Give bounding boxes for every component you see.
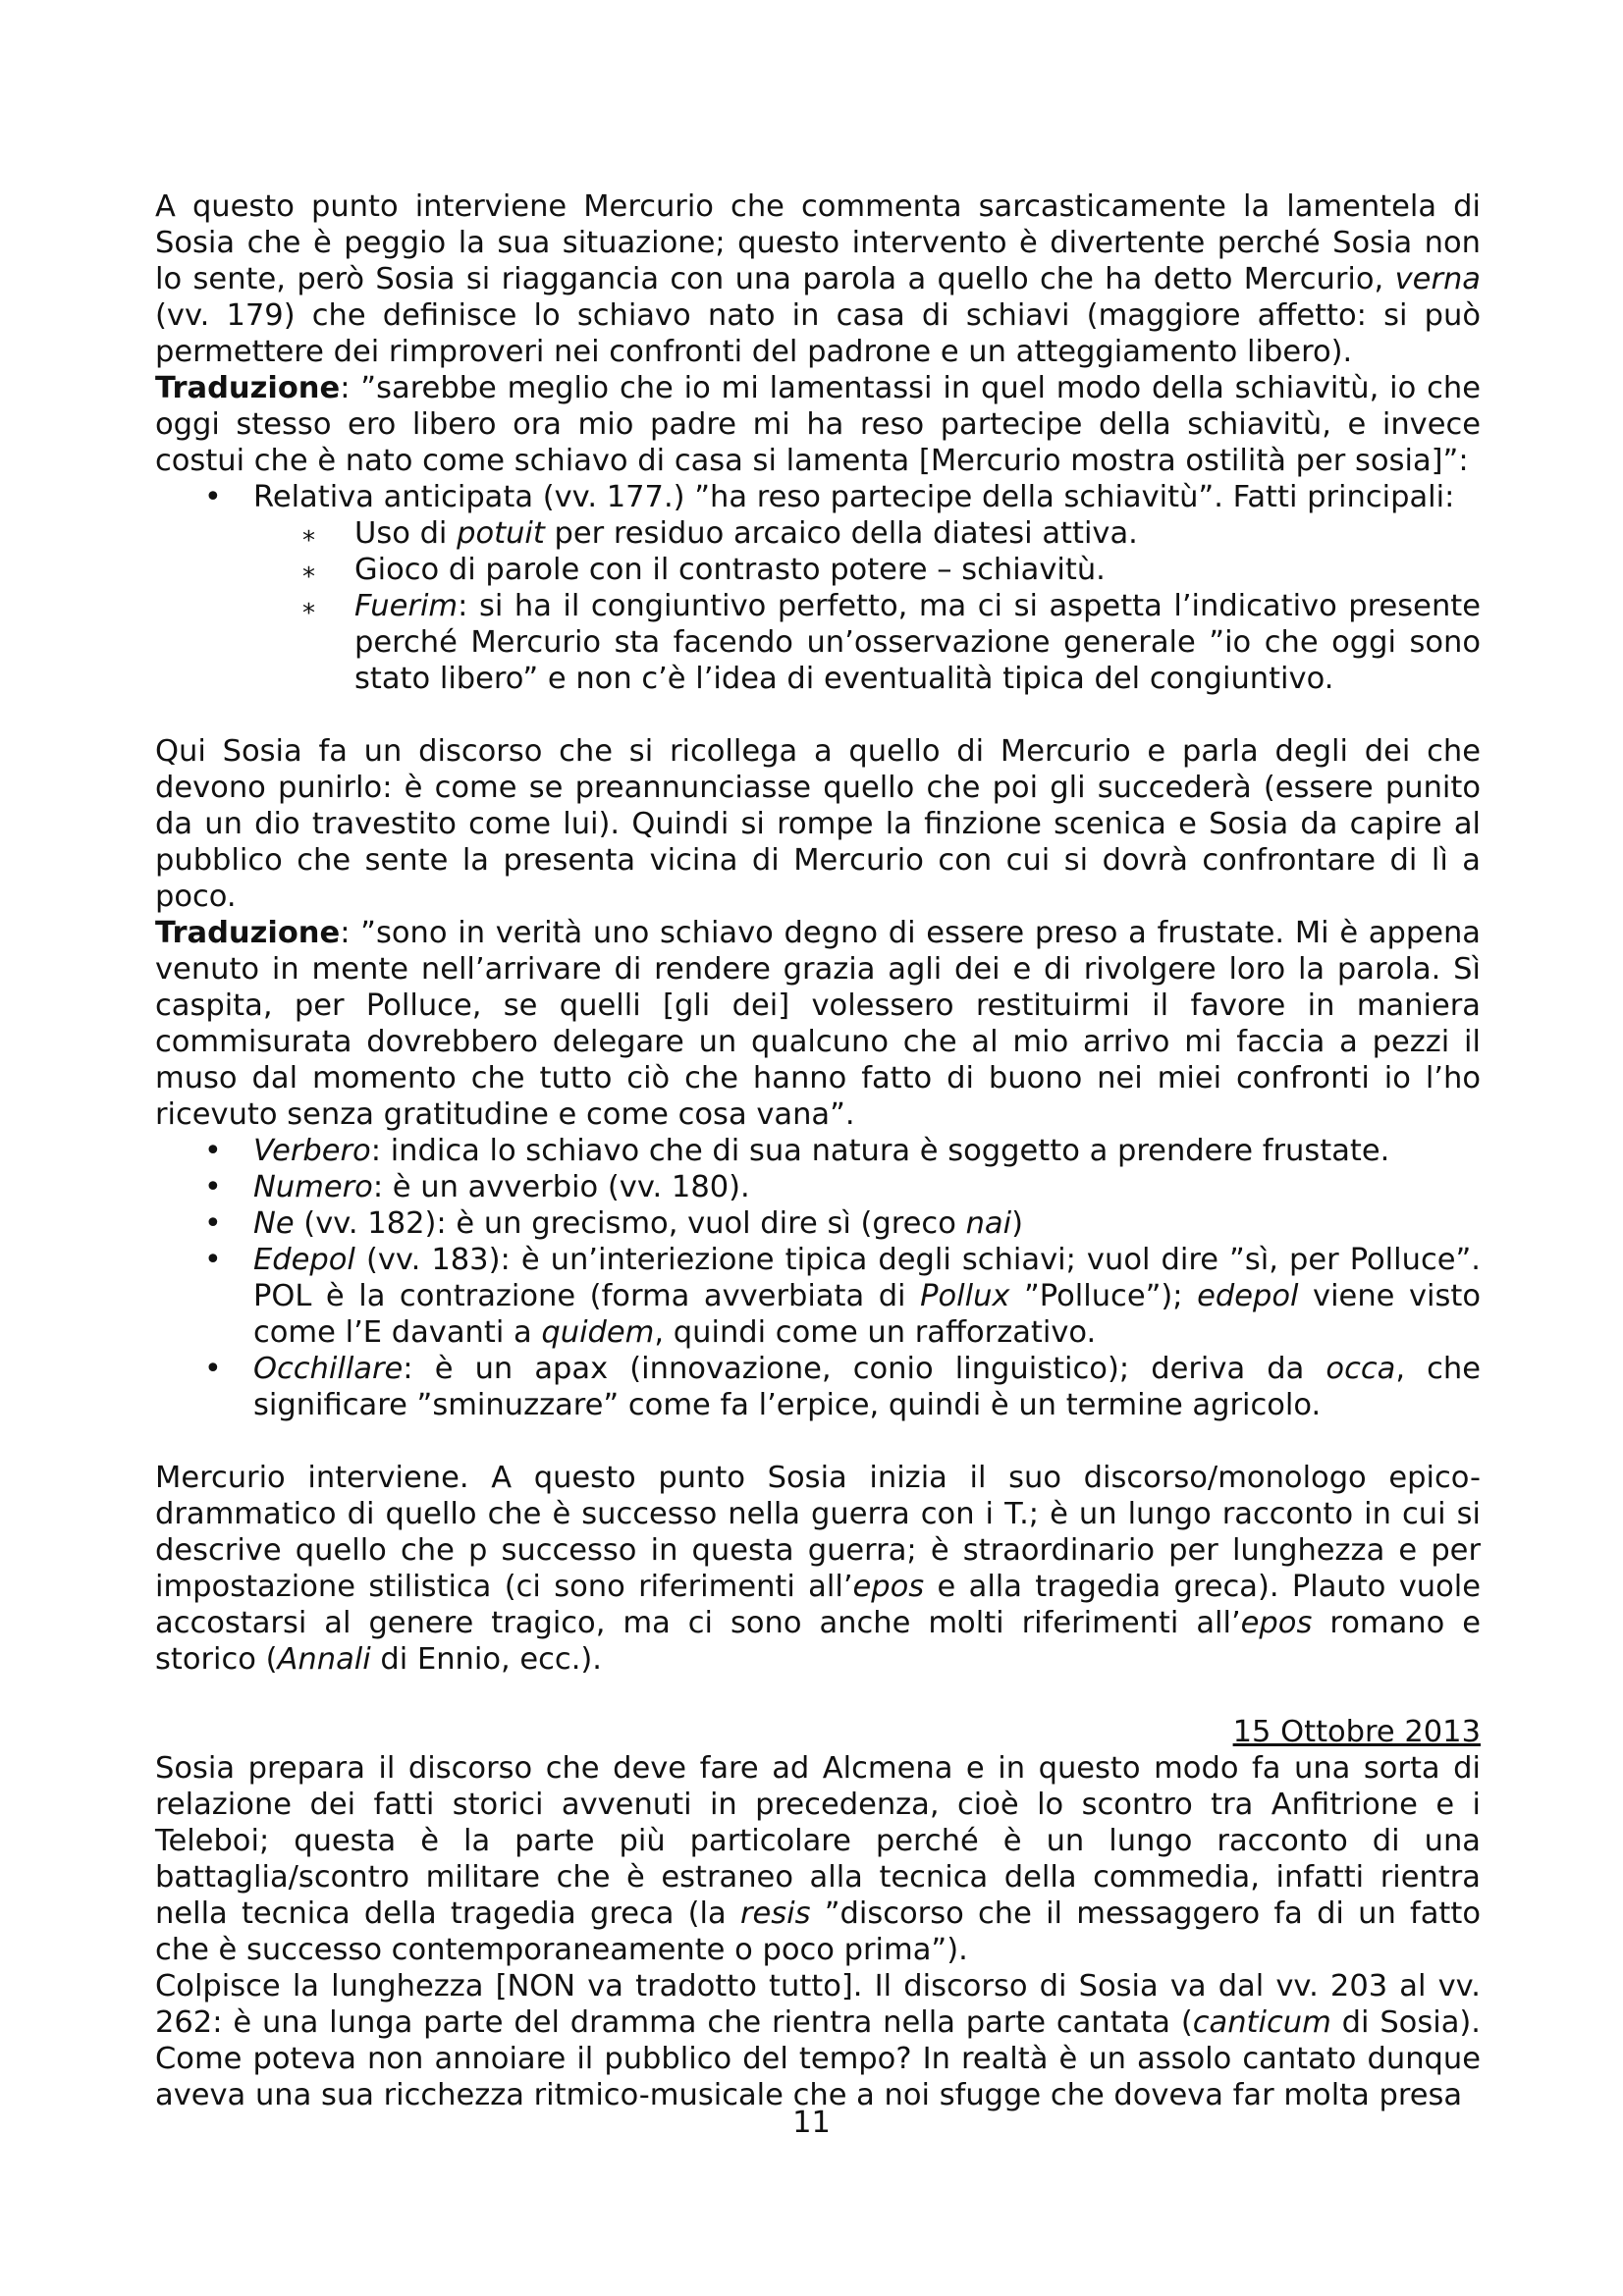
bullet-list-1	[155, 479, 1481, 697]
list-item	[155, 1205, 1481, 1242]
italic-term: canticum	[1192, 2005, 1331, 2040]
text-run: (vv. 182): è un grecismo, vuol dire sì (greco	[294, 1206, 966, 1241]
italic-term: Numero	[253, 1170, 373, 1204]
page-number: 11	[792, 2106, 831, 2140]
text-run: ”Polluce”);	[1009, 1279, 1198, 1313]
text-run: Mercurio interviene. A questo punto Sosia inizia il suo discorso/monologo epico-drammatico di quello che è successo nella guerra con i T.; è un lungo racconto in cui si descrive quello che p successo in questa guerra; è straordinario per lunghezza e per impostazione stilistica (ci sono riferimenti all’	[155, 1461, 1481, 1604]
italic-term: epos	[852, 1570, 925, 1604]
paragraph-2: Qui Sosia fa un discorso che si ricollega a quello di Mercurio e parla degli dei che devono punirlo: è come se preannunciasse quello che poi gli succederà (essere punito da un dio travestito come lui). Quindi si rompe la finzione scenica e Sosia da capire al pubblico che sente la presenta vicina di Mercurio con cui si dovrà confrontare di lì a poco.	[155, 734, 1481, 914]
paragraph-intro	[155, 188, 1481, 370]
spacer	[155, 697, 1481, 733]
sub-list	[253, 515, 1481, 697]
translation-text: : ”sarebbe meglio che io mi lamentassi in quel modo della schiavitù, io che oggi stesso ero libero ora mio padre mi ha reso partecipe della schiavitù, e invece costui che è nato come schiavo di casa si lamenta [Mercurio mostra ostilità per sosia]”:	[155, 371, 1481, 478]
text-run: , che significare ”sminuzzare” come fa l’erpice, quindi è un termine agricolo.	[253, 1352, 1481, 1422]
text-run: (vv. 179) che definisce lo schiavo nato in casa di schiavi (maggiore affetto: si può permettere dei rimproveri nei confronti del padrone e un atteggiamento libero).	[155, 298, 1481, 369]
translation-2	[155, 915, 1481, 1133]
italic-term: verna	[1394, 262, 1481, 296]
italic-term: Ne	[253, 1206, 295, 1241]
text-run: (vv. 183): è un’interiezione tipica degli schiavi; vuol dire ”sì, per Polluce”. POL è la contrazione (forma avverbiata di	[253, 1243, 1481, 1313]
text-run: : indica lo schiavo che di sua natura è soggetto a prendere frustate.	[370, 1134, 1390, 1168]
paragraph-4	[155, 1750, 1481, 1968]
italic-term: Annali	[277, 1642, 371, 1677]
text-run: A questo punto interviene Mercurio che commenta sarcasticamente la lamentela di Sosia che è peggio la sua situazione; questo intervento è divertente perché Sosia non lo sente, però Sosia si riaggancia con una parola a quello che ha detto Mercurio,	[155, 189, 1481, 296]
date-heading: 15 Ottobre 2013	[1232, 1715, 1481, 1749]
italic-term: Occhillare	[253, 1352, 404, 1386]
italic-term: Verbero	[253, 1134, 371, 1168]
text-run: e alla tragedia greca). Plauto vuole accostarsi al genere tragico, ma ci sono anche molti riferimenti all’	[155, 1570, 1481, 1640]
text-run: per residuo arcaico della diatesi attiva.	[544, 516, 1138, 551]
translation-1	[155, 370, 1481, 479]
text-run: di Sosia). Come poteva non annoiare il pubblico del tempo? In realtà è un assolo cantato dunque aveva una sua ricchezza ritmico-musicale che a noi sfugge che doveva far molta presa	[155, 2005, 1481, 2112]
document-page	[155, 188, 1481, 2113]
list-item-text: Relativa anticipata (vv. 177.) ”ha reso partecipe della schiavitù”. Fatti principali:	[253, 480, 1455, 514]
text-run: Colpisce la lunghezza [NON va tradotto tutto]. Il discorso di Sosia va dal vv. 203 al vv. 262: è una lunga parte del dramma che rientra nella parte cantata (	[155, 1969, 1481, 2040]
italic-term: Pollux	[920, 1279, 1010, 1313]
italic-term: Edepol	[253, 1243, 355, 1277]
sub-list-item	[155, 552, 1481, 588]
text-run: : è un avverbio (vv. 180).	[372, 1170, 750, 1204]
bullet-list-2	[155, 1133, 1481, 1423]
text-run: ”discorso che il messaggero fa di un fatto che è successo contemporaneamente o poco prima”).	[155, 1896, 1482, 1967]
list-item	[155, 1351, 1481, 1423]
italic-term: occa	[1325, 1352, 1396, 1386]
translation-label: Traduzione	[155, 916, 341, 950]
sub-list-item	[155, 515, 1481, 552]
text-run: di Ennio, ecc.).	[370, 1642, 602, 1677]
translation-label: Traduzione	[155, 371, 341, 405]
list-item	[155, 479, 1481, 697]
italic-term: edepol	[1197, 1279, 1299, 1313]
text-run: Uso di	[354, 516, 458, 551]
spacer	[155, 1678, 1481, 1714]
italic-term: epos	[1240, 1606, 1313, 1640]
text-run: Sosia prepara il discorso che deve fare ad Alcmena e in questo modo fa una sorta di relazione dei fatti storici avvenuti in precedenza, cioè lo scontro tra Anfitrione e i Teleboi; questa è la parte più particolare perché è un lungo racconto di una battaglia/scontro militare che è estraneo alla tecnica della commedia, infatti rientra nella tecnica della tragedia greca (la	[155, 1751, 1481, 1931]
text-run: : è un apax (innovazione, conio linguistico); deriva da	[403, 1352, 1326, 1386]
italic-term: quidem	[541, 1315, 655, 1350]
translation-text: : ”sono in verità uno schiavo degno di essere preso a frustate. Mi è appena venuto in mente nell’arrivare di rendere grazia agli dei e di rivolgere loro la parola. Sì caspita, per Polluce, se quelli [gli dei] volessero restituirmi il favore in maniera commisurata dovrebbero delegare un qualcuno che al mio arrivo mi faccia a pezzi il muso dal momento che tutto ciò che hanno fatto di buono nei miei confronti io l’ho ricevuto senza gratitudine e come cosa vana”.	[155, 916, 1481, 1132]
list-item	[155, 1169, 1481, 1205]
spacer	[155, 1423, 1481, 1460]
text-run: , quindi come un rafforzativo.	[654, 1315, 1097, 1350]
list-item	[155, 1133, 1481, 1169]
text-run: Gioco di parole con il contrasto potere – schiavitù.	[354, 553, 1106, 587]
text-run: viene visto come l’E davanti a	[253, 1279, 1481, 1350]
text-run: )	[1011, 1206, 1023, 1241]
paragraph-3	[155, 1460, 1481, 1678]
paragraph-5	[155, 1968, 1481, 2113]
italic-term: nai	[965, 1206, 1012, 1241]
italic-term: Fuerim	[354, 589, 459, 623]
text-run: romano e storico (	[155, 1606, 1481, 1677]
list-item	[155, 1242, 1481, 1351]
italic-term: resis	[739, 1896, 811, 1931]
sub-list-item	[155, 588, 1481, 697]
italic-term: potuit	[457, 516, 545, 551]
text-run: : si ha il congiuntivo perfetto, ma ci si aspetta l’indicativo presente perché Mercurio sta facendo un’osservazione generale ”io che oggi sono stato libero” e non c’è l’idea di eventualità tipica del congiuntivo.	[354, 589, 1481, 696]
